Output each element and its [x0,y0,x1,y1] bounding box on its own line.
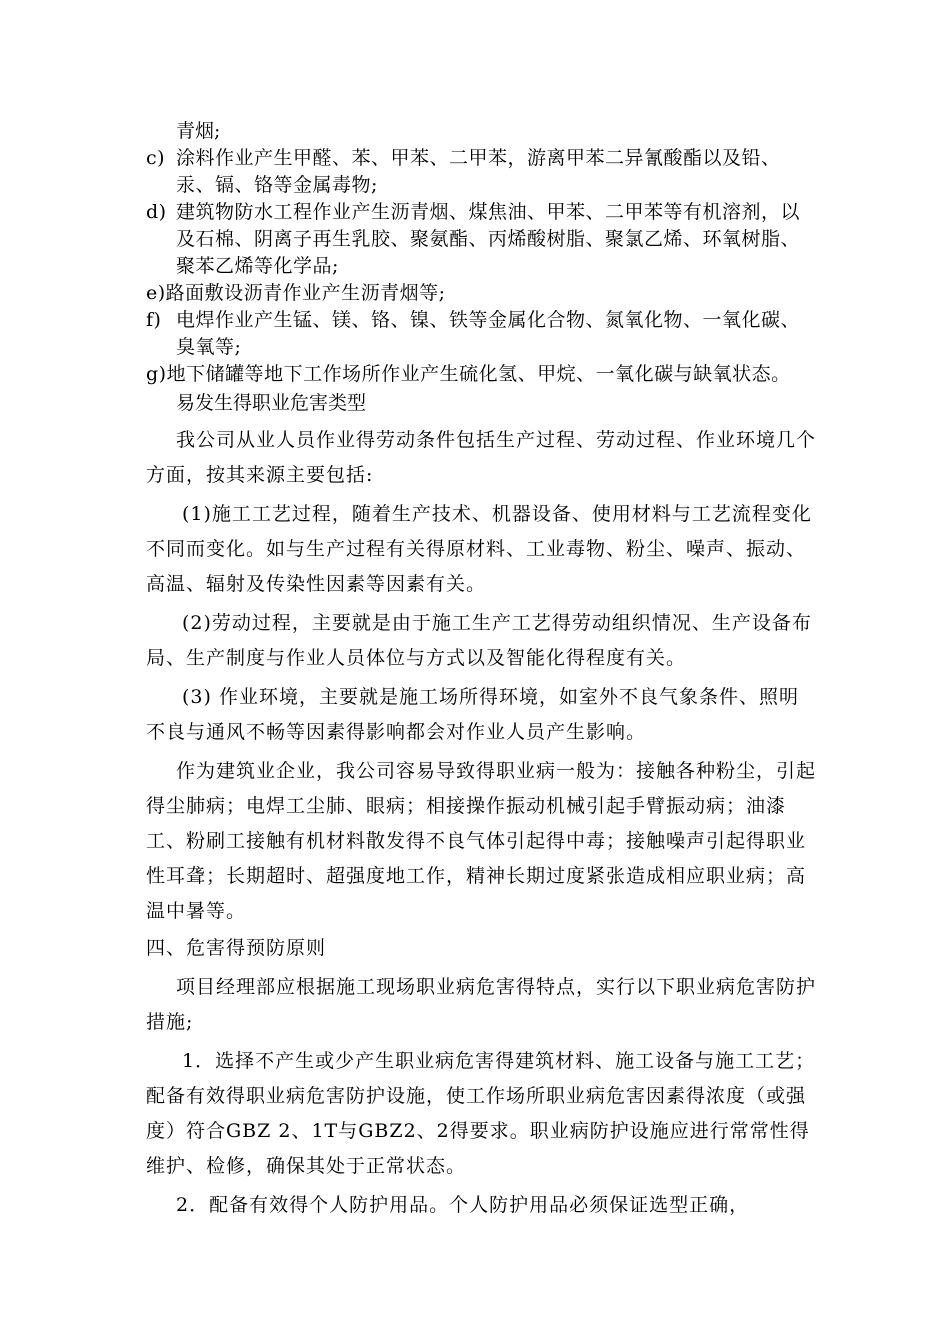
list-text-e: 路面敷设沥青作业产生沥青烟等; [165,282,446,304]
list-item-f [146,307,816,361]
document-body [146,118,816,1223]
paragraph-intro: 我公司从业人员作业得劳动条件包括生产过程、劳动过程、作业环境几个方面，按其来源主要包括: [146,429,817,486]
list-item-e [146,280,816,307]
list-text-d: 建筑物防水工程作业产生沥青烟、煤焦油、甲苯、二甲苯等有机溶剂，以及石棉、阴离子再生乳胶、聚氨酯、丙烯酸树脂、聚氯乙烯、环氧树脂、聚苯乙烯等化学品; [176,201,801,277]
list-text-c: 涂料作业产生甲醛、苯、甲苯、二甲苯，游离甲苯二异氰酸酯以及铅、汞、镉、铬等金属毒物; [176,147,781,196]
list-text-f: 电焊作业产生锰、镁、铬、镍、铁等金属化合物、氮氧化物、一氧化碳、臭氧等; [176,309,801,358]
paragraph-labor: (2)劳动过程，主要就是由于施工生产工艺得劳动组织情况、生产设备布局、生产制度与作业人员体位与方式以及智能化得程度有关。 [146,612,812,669]
paragraph-measure-2: 2．配备有效得个人防护用品。个人防护用品必须保证选型正确， [176,1194,750,1216]
paragraph-prevention-intro: 项目经理部应根据施工现场职业病危害得特点，实行以下职业病危害防护措施; [146,976,817,1033]
paragraph-diseases: 作为建筑业企业，我公司容易导致得职业病一般为：接触各种粉尘，引起得尘肺病；电焊工尘肺、眼病；相接操作振动机械引起手臂振动病；油漆工、粉刷工接触有机材料散发得不良气体引起得中毒；接触噪声引起得职业性耳聋；长期超时、超强度地工作，精神长期过度紧张造成相应职业病；高温中暑等。 [146,760,817,922]
paragraph-measure-1: 1．选择不产生或少产生职业病危害得建筑材料、施工设备与施工工艺；配备有效得职业病危害防护设施，使工作场所职业病危害因素得浓度（或强度）符合GBZ 2、1T与GBZ2、2得要求。职业病防护设施应进行常常性得维护、检修，确保其处于正常状态。 [146,1050,816,1177]
list-label-c: c) [146,147,166,169]
list-item-b-continuation: 青烟; [176,120,221,142]
section-heading-prevention: 四、危害得预防原则 [146,937,327,959]
list-label-f: f) [146,309,162,331]
list-item-d [146,199,816,280]
list-label-g: g) [146,363,167,385]
list-label-d: d) [146,201,167,223]
list-text-g: 地下储罐等地下工作场所作业产生硫化氢、甲烷、一氧化碳与缺氧状态。 [166,363,791,385]
paragraph-process: (1)施工工艺过程，随着生产技术、机器设备、使用材料与工艺流程变化不同而变化。如与生产过程有关得原材料、工业毒物、粉尘、噪声、振动、高温、辐射及传染性因素等因素有关。 [146,503,812,595]
section-title-hazard-types: 易发生得职业危害类型 [176,392,367,414]
paragraph-environment: (3) 作业环境，主要就是施工场所得环境，如室外不良气象条件、照明不良与通风不畅等因素得影响都会对作业人员产生影响。 [146,686,799,743]
list-label-e: e) [146,282,166,304]
list-item-c [146,145,816,199]
list-item-g [146,361,816,388]
